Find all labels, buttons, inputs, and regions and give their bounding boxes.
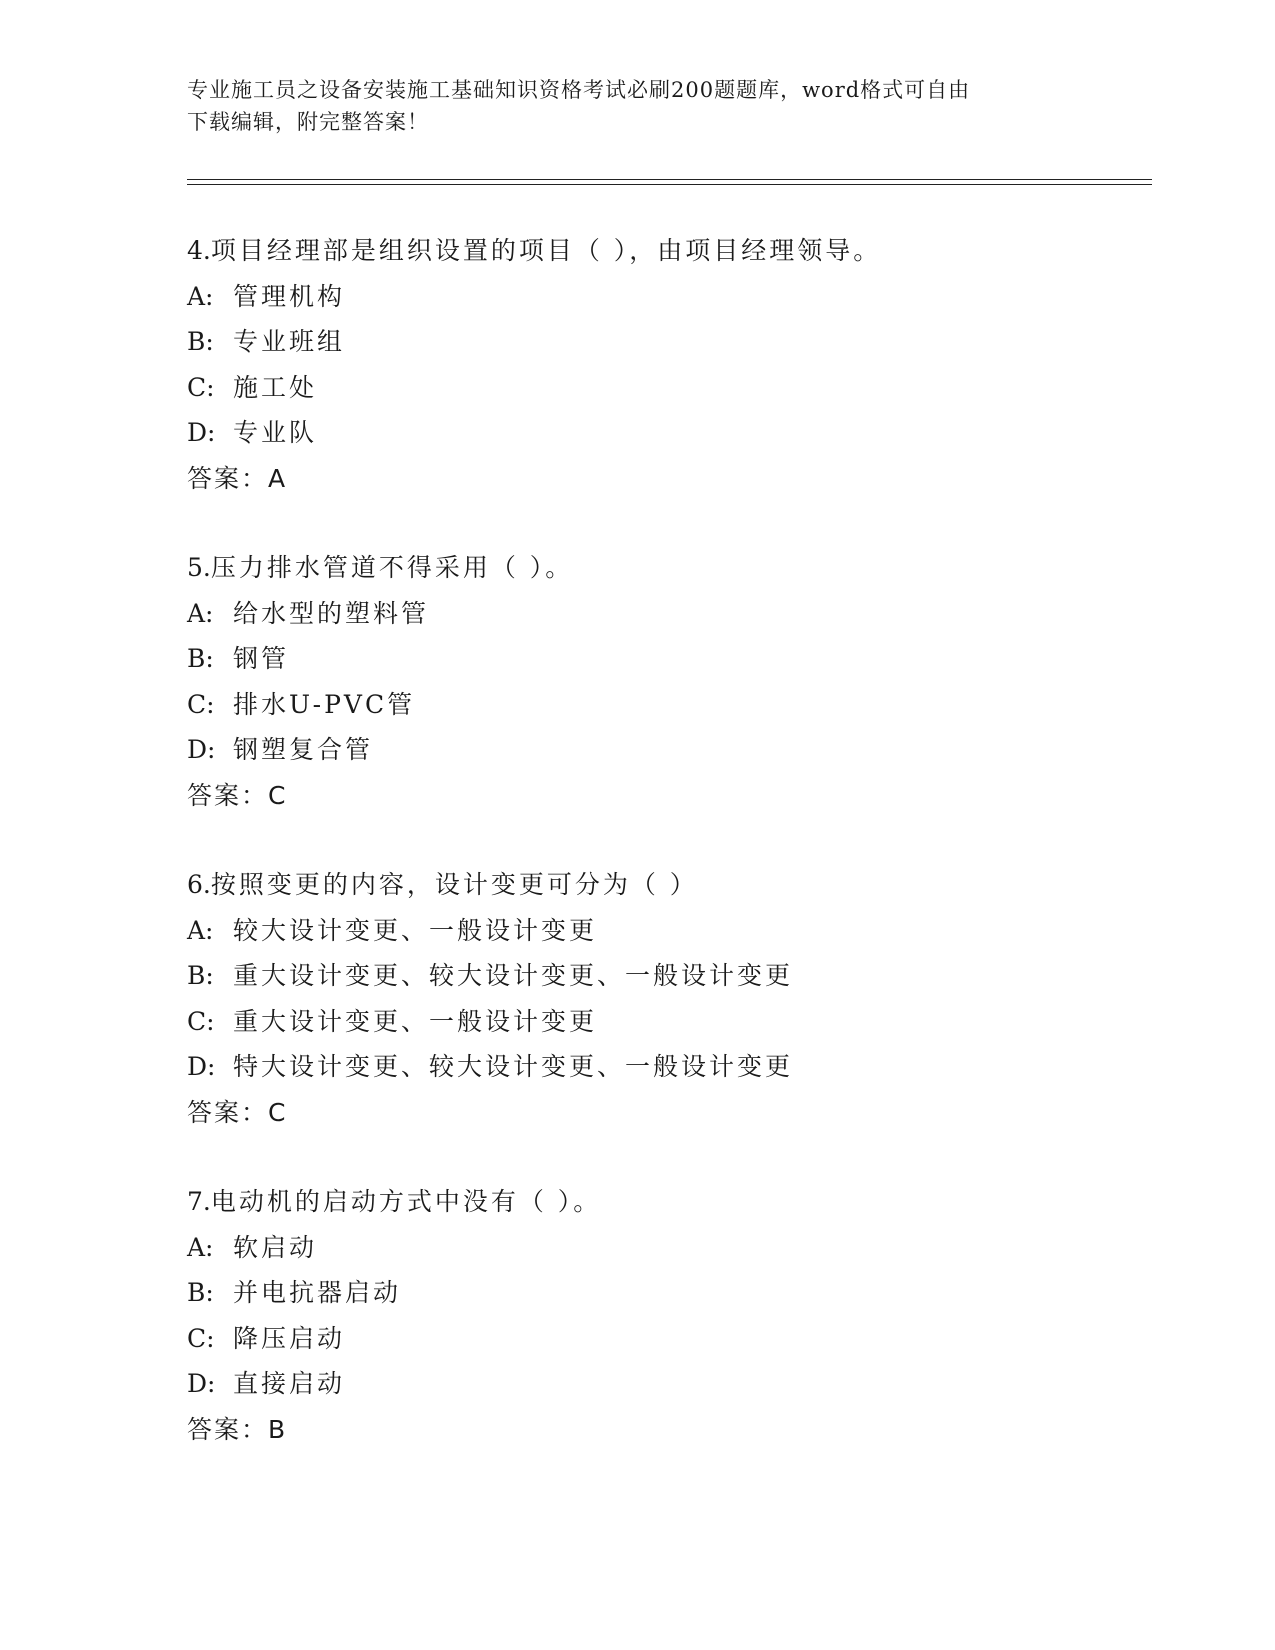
option-key: B: bbox=[187, 644, 214, 673]
option-text: 直接启动 bbox=[233, 1369, 346, 1398]
option-key: B: bbox=[187, 327, 214, 356]
header-line-1: 专业施工员之设备安装施工基础知识资格考试必刷200题题库，word格式可自由 bbox=[187, 78, 971, 102]
answer-line: 答案：B bbox=[187, 1414, 288, 1444]
answer-line: 答案：A bbox=[187, 463, 288, 493]
option-text: 软启动 bbox=[233, 1232, 318, 1262]
answer-line: 答案：C bbox=[187, 1097, 288, 1127]
question-number: 7. bbox=[187, 1187, 211, 1216]
document-header bbox=[187, 74, 1087, 138]
question-5 bbox=[187, 545, 1137, 818]
answer-line: 答案：C bbox=[187, 780, 288, 810]
option-text: 专业班组 bbox=[233, 327, 346, 356]
header-line-2: 下载编辑，附完整答案！ bbox=[187, 110, 429, 134]
option-a bbox=[187, 591, 1137, 637]
question-text: 电动机的启动方式中没有（ ）。 bbox=[210, 1187, 602, 1216]
option-text: 管理机构 bbox=[233, 281, 346, 311]
question-7 bbox=[187, 1179, 1137, 1452]
option-text: 较大设计变更、一般设计变更 bbox=[233, 915, 598, 945]
option-text: 钢管 bbox=[233, 644, 290, 673]
question-text: 按照变更的内容，设计变更可分为（ ） bbox=[210, 870, 698, 899]
option-c bbox=[187, 1316, 1137, 1362]
option-text: 特大设计变更、较大设计变更、一般设计变更 bbox=[233, 1052, 794, 1081]
question-stem bbox=[187, 1179, 1137, 1225]
option-text: 重大设计变更、一般设计变更 bbox=[233, 1006, 598, 1036]
option-text: 排水U-PVC管 bbox=[233, 689, 416, 719]
option-key: A: bbox=[187, 915, 214, 945]
question-stem bbox=[187, 545, 1137, 591]
option-c bbox=[187, 682, 1137, 728]
question-6 bbox=[187, 862, 1137, 1135]
option-key: C: bbox=[187, 1006, 215, 1036]
option-c bbox=[187, 365, 1137, 411]
option-d bbox=[187, 727, 1137, 773]
header-divider-top bbox=[187, 179, 1152, 180]
option-a bbox=[187, 274, 1137, 320]
option-text: 给水型的塑料管 bbox=[233, 598, 430, 628]
question-text: 项目经理部是组织设置的项目（ ），由项目经理领导。 bbox=[210, 236, 882, 265]
option-c bbox=[187, 999, 1137, 1045]
question-text: 压力排水管道不得采用（ ）。 bbox=[210, 553, 574, 582]
option-key: D: bbox=[187, 418, 216, 447]
option-key: C: bbox=[187, 689, 215, 719]
option-b bbox=[187, 636, 1137, 682]
option-b bbox=[187, 1270, 1137, 1316]
option-key: B: bbox=[187, 1278, 214, 1307]
option-d bbox=[187, 1361, 1137, 1407]
option-text: 并电抗器启动 bbox=[233, 1278, 402, 1307]
option-d bbox=[187, 1044, 1137, 1090]
option-key: A: bbox=[187, 281, 214, 311]
option-d bbox=[187, 410, 1137, 456]
option-key: C: bbox=[187, 1323, 215, 1353]
option-key: A: bbox=[187, 1232, 214, 1262]
option-a bbox=[187, 1225, 1137, 1271]
option-key: D: bbox=[187, 1052, 216, 1081]
option-text: 重大设计变更、较大设计变更、一般设计变更 bbox=[233, 961, 794, 990]
option-b bbox=[187, 319, 1137, 365]
option-key: B: bbox=[187, 961, 214, 990]
question-number: 5. bbox=[187, 553, 211, 582]
header-divider-bottom bbox=[187, 184, 1152, 185]
option-text: 施工处 bbox=[233, 372, 318, 402]
option-text: 降压启动 bbox=[233, 1323, 346, 1353]
option-key: D: bbox=[187, 1369, 216, 1398]
question-number: 4. bbox=[187, 236, 211, 265]
option-b bbox=[187, 953, 1137, 999]
option-key: D: bbox=[187, 735, 216, 764]
option-text: 钢塑复合管 bbox=[233, 735, 374, 764]
option-key: C: bbox=[187, 372, 215, 402]
question-stem bbox=[187, 228, 1137, 274]
option-a bbox=[187, 908, 1137, 954]
question-4 bbox=[187, 228, 1137, 501]
option-key: A: bbox=[187, 598, 214, 628]
question-stem bbox=[187, 862, 1137, 908]
question-number: 6. bbox=[187, 870, 211, 899]
option-text: 专业队 bbox=[233, 418, 318, 447]
